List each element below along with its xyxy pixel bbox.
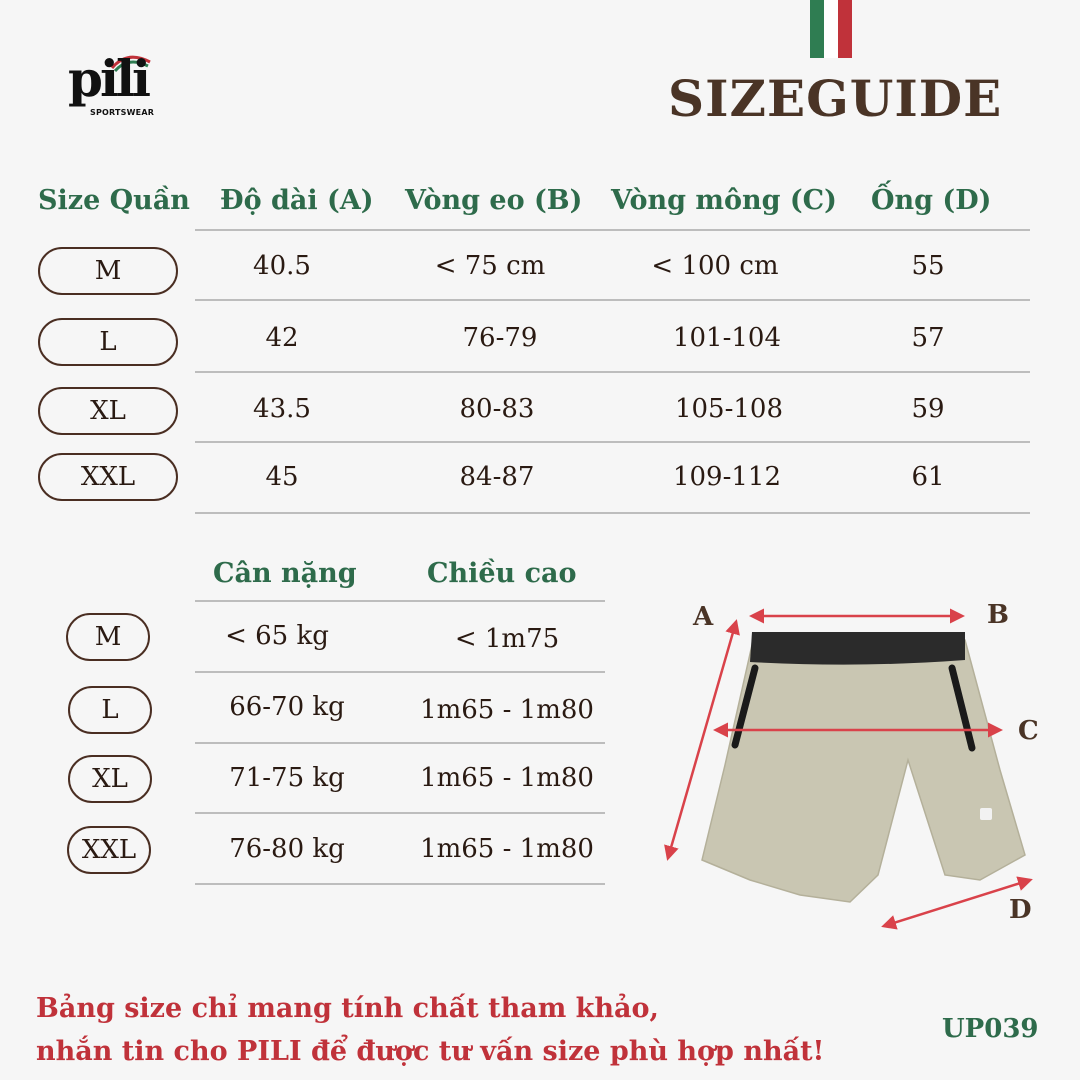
table-divider	[195, 441, 1030, 443]
italy-flag-stripe	[810, 0, 852, 58]
cell-height: < 1m75	[454, 624, 560, 654]
cell-waist: 80-83	[459, 394, 535, 424]
cell-leg: 59	[911, 394, 945, 424]
cell-weight: < 65 kg	[225, 621, 329, 651]
table-divider	[195, 812, 605, 814]
header-waist: Vòng eo (B)	[405, 185, 583, 216]
pili-logo	[68, 49, 168, 122]
table-divider	[195, 600, 605, 602]
size-pill-m: M	[38, 247, 178, 295]
logo-wordmark: pili	[68, 49, 148, 108]
logo-tagline: SPORTSWEAR	[90, 108, 155, 117]
size-pill-l: L	[68, 686, 152, 734]
size-pill-m: M	[66, 613, 150, 661]
table-divider	[195, 299, 1030, 301]
cell-weight: 76-80 kg	[229, 834, 345, 864]
header-leg: Ống (D)	[871, 185, 992, 216]
diagram-label-b: B	[987, 600, 1009, 630]
cell-length: 45	[265, 462, 299, 492]
page-title: SIZEGUIDE	[668, 69, 1003, 128]
size-pill-xxl: XXL	[38, 453, 178, 501]
cell-height: 1m65 - 1m80	[420, 763, 594, 793]
cell-waist: 84-87	[459, 462, 535, 492]
cell-hip: 109-112	[672, 462, 782, 492]
cell-length: 40.5	[253, 251, 311, 281]
size-pill-xl: XL	[38, 387, 178, 435]
cell-weight: 71-75 kg	[229, 763, 345, 793]
header-height: Chiều cao	[427, 558, 577, 589]
cell-hip: < 100 cm	[651, 251, 779, 281]
table-divider	[195, 512, 1030, 514]
diagram-label-c: C	[1018, 716, 1039, 746]
cell-weight: 66-70 kg	[229, 692, 345, 722]
product-code: UP039	[942, 1014, 1039, 1044]
header-length: Độ dài (A)	[220, 185, 374, 216]
size-pill-l: L	[38, 318, 178, 366]
cell-hip: 101-104	[672, 323, 782, 353]
cell-hip: 105-108	[674, 394, 784, 424]
header-size: Size Quần	[38, 185, 190, 216]
cell-height: 1m65 - 1m80	[420, 834, 594, 864]
shorts-logo-patch	[980, 808, 992, 820]
size-pill-xxl: XXL	[67, 826, 151, 874]
size-pill-xl: XL	[68, 755, 152, 803]
shorts-waistband	[750, 632, 965, 665]
cell-length: 42	[265, 323, 299, 353]
cell-leg: 61	[911, 462, 945, 492]
table-divider	[195, 883, 605, 885]
shorts-diagram	[640, 590, 1060, 950]
diagram-label-d: D	[1009, 895, 1032, 925]
cell-leg: 57	[911, 323, 945, 353]
header-weight: Cân nặng	[213, 558, 357, 589]
cell-leg: 55	[911, 251, 945, 281]
table-divider	[195, 229, 1030, 231]
table-divider	[195, 742, 605, 744]
note-line-2: nhắn tin cho PILI để được tư vấn size phù hợp nhất!	[36, 1036, 825, 1067]
table-divider	[195, 671, 605, 673]
cell-waist: < 75 cm	[434, 251, 546, 281]
diagram-label-a: A	[693, 602, 714, 632]
cell-length: 43.5	[253, 394, 311, 424]
cell-height: 1m65 - 1m80	[420, 695, 594, 725]
table-divider	[195, 371, 1030, 373]
header-hip: Vòng mông (C)	[611, 185, 837, 216]
note-line-1: Bảng size chỉ mang tính chất tham khảo,	[36, 993, 659, 1024]
cell-waist: 76-79	[462, 323, 538, 353]
